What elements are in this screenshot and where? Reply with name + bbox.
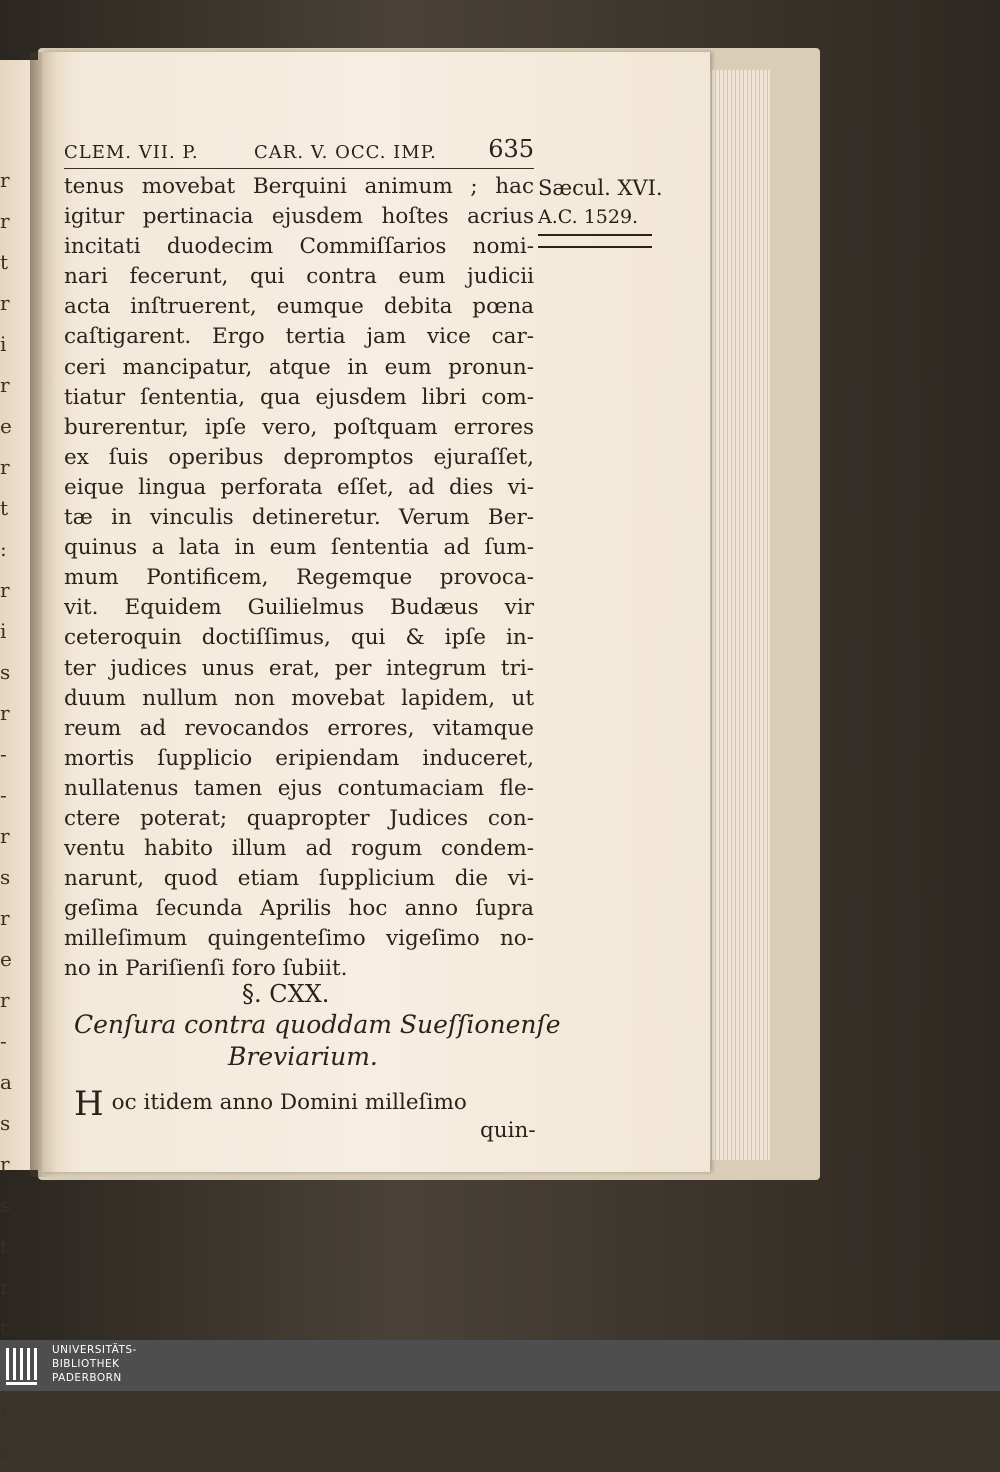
margin-double-rule [538, 234, 652, 248]
paragraph-start-text: oc itidem anno Domini milleſimo [111, 1090, 467, 1115]
body-line: tiatur ſententia, qua ejusdem libri com- [64, 384, 534, 410]
left-page-letter: r [0, 1152, 10, 1176]
left-page-letter: e [0, 414, 12, 438]
margin-note-century: Sæcul. XVI. [538, 176, 663, 200]
left-page-letter: r [0, 455, 10, 479]
left-page-letter: : [0, 537, 7, 561]
left-page-letter-fragments [0, 160, 12, 1472]
body-line: nari fecerunt, qui contra eum judicii [64, 264, 534, 290]
body-line: tenus movebat Berquini animum ; hac [64, 174, 534, 199]
left-page-letter: s [0, 660, 11, 684]
left-page-letter: r [0, 209, 10, 233]
paragraph-start [74, 1084, 538, 1124]
body-line: mortis ſupplicio eripiendam induceret, [64, 745, 534, 771]
catchword: quin- [480, 1118, 536, 1143]
body-line: vit. Equidem Guilielmus Budæus vir [64, 595, 534, 621]
left-page-letter: t [0, 496, 9, 520]
left-page-letter: r [0, 906, 10, 930]
body-line: tæ in vinculis detineretur. Verum Ber- [64, 505, 534, 531]
left-page-letter: s [0, 1193, 11, 1217]
body-line: mum Pontificem, Regemque provoca- [64, 565, 534, 591]
running-head [64, 135, 534, 169]
body-line: ex ſuis operibus depromptos ejuraſſet, [64, 444, 534, 470]
left-page-letter: r [0, 578, 10, 602]
spine-shadow [30, 52, 56, 1177]
section-title-line-2: Breviarium. [228, 1042, 378, 1071]
library-footer [0, 1340, 1000, 1391]
left-page-letter: t [0, 250, 9, 274]
margin-note-year: A.C. 1529. [538, 206, 639, 228]
body-line: ter judices unus erat, per integrum tri- [64, 655, 534, 681]
body-line: narunt, quod etiam ſupplicium die vi- [64, 866, 534, 892]
body-line: no in Pariſienſi foro ſubiit. [64, 956, 348, 982]
body-line: nullatenus tamen ejus contumaciam fle- [64, 775, 534, 801]
body-line: eique lingua perforata eſſet, ad dies vi- [64, 474, 534, 500]
body-line: ceri mancipatur, atque in eum pronun- [64, 354, 534, 380]
left-page-letter: r [0, 373, 10, 397]
body-text [64, 172, 534, 985]
body-line: duum nullum non movebat lapidem, ut [64, 685, 534, 711]
body-line: ctere poterat; quapropter Judices con- [64, 805, 534, 831]
left-page-letter: r [0, 701, 10, 725]
drop-cap: H [74, 1084, 104, 1124]
left-page-letter: r [0, 988, 10, 1012]
left-page-letter: s [0, 1111, 11, 1135]
body-line: ventu habito illum ad rogum condem- [64, 836, 534, 862]
left-page-letter: r [0, 1275, 10, 1299]
library-name-line-3: PADERBORN [52, 1372, 122, 1384]
body-line: incitati duodecim Commiſſarios nomi- [64, 234, 534, 260]
page-edges [700, 70, 770, 1160]
body-line: ceteroquin doctiſſimus, qui & ipſe in- [64, 625, 534, 651]
left-page-letter: t [0, 1316, 9, 1340]
left-page-letter: i [0, 619, 7, 643]
body-line: milleſimum quingenteſimo vigeſimo no- [64, 926, 534, 952]
left-page-letter: - [0, 1029, 7, 1053]
left-page-letter: - [0, 742, 7, 766]
left-page-letter: s [0, 865, 11, 889]
body-line: burerentur, ipſe vero, poſtquam errores [64, 414, 534, 440]
body-line: caſtigarent. Ergo tertia jam vice car- [64, 324, 534, 350]
library-name [52, 1343, 137, 1385]
left-page-letter: r [0, 824, 10, 848]
left-page-letter: t [0, 1234, 9, 1258]
running-head-middle: CAR. V. OCC. IMP. [254, 142, 437, 163]
body-line: quinus a lata in eum ſententia ad ſum- [64, 535, 534, 561]
body-line: reum ad revocandos errores, vitamque [64, 715, 534, 741]
section-number: §. CXX. [242, 980, 330, 1008]
left-page-letter: a [0, 1070, 12, 1094]
left-page-letter: r [0, 168, 10, 192]
left-page-letter: e [0, 947, 12, 971]
section-title-line-1: Cenſura contra quoddam Sueſſionenſe [74, 1010, 561, 1039]
left-page-letter: r [0, 291, 10, 315]
left-page-letter: s [0, 1439, 11, 1463]
page-number: 635 [488, 135, 534, 163]
library-name-line-1: UNIVERSITÄTS- [52, 1344, 137, 1356]
left-page-letter: r [0, 1398, 10, 1422]
left-page-letter: - [0, 783, 7, 807]
body-line: igitur pertinacia ejusdem hoſtes acrius [64, 204, 534, 230]
running-head-left: CLEM. VII. P. [64, 142, 199, 163]
left-page-letter: i [0, 332, 7, 356]
body-line: geſima ſecunda Aprilis hoc anno ſupra [64, 896, 534, 922]
library-logo-icon [4, 1344, 44, 1387]
body-line: acta inſtruerent, eumque debita pœna [64, 294, 534, 320]
library-name-line-2: BIBLIOTHEK [52, 1358, 120, 1370]
